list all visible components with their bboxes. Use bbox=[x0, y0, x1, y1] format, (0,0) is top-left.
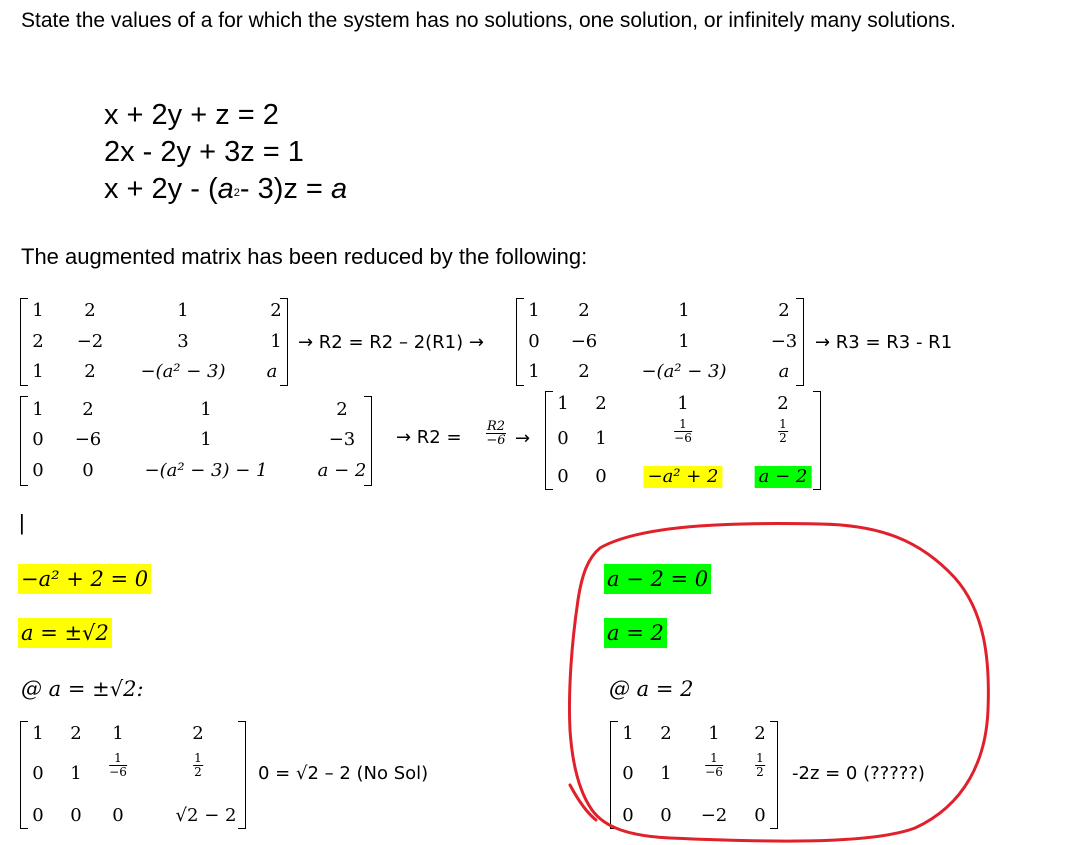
matrix-cell: 0 bbox=[112, 805, 124, 826]
row-operation-2: → R3 = R3 - R1 bbox=[815, 332, 953, 353]
matrix-cell: 0 bbox=[622, 763, 634, 784]
red-loop-path bbox=[569, 523, 988, 841]
matrix-cell: 1 bbox=[32, 399, 44, 420]
matrix-cell: −2 bbox=[76, 331, 104, 352]
matrix-cell: −(a² − 3) bbox=[641, 361, 727, 382]
matrix-cell: 1 bbox=[528, 361, 540, 382]
row-operation-1: → R2 = R2 – 2(R1) → bbox=[298, 332, 484, 353]
matrix-cell: a bbox=[266, 361, 278, 382]
matrix-cell: a − 2 bbox=[317, 460, 367, 481]
matrix-cell: 3 bbox=[177, 331, 189, 352]
matrix-cell: 0 bbox=[660, 805, 672, 826]
row-operation-3-prefix: → R2 = bbox=[396, 427, 462, 448]
matrix-cell: 1 bbox=[200, 399, 212, 420]
matrix-cell: 0 bbox=[528, 331, 540, 352]
matrix-cell: 2 bbox=[578, 361, 590, 382]
matrix-cell: 2 bbox=[660, 723, 672, 744]
matrix-cell: 0 bbox=[70, 805, 82, 826]
matrix-cell: −2 bbox=[700, 805, 728, 826]
fraction-denominator: −6 bbox=[486, 433, 506, 448]
matrix-cell: 2 bbox=[777, 393, 789, 414]
matrix-cell: 2 bbox=[32, 331, 44, 352]
matrix-cell: a bbox=[778, 361, 790, 382]
highlighted-coefficient: −a² + 2 bbox=[643, 466, 722, 488]
matrix-cell: 1 bbox=[678, 300, 690, 321]
left-condition-label: @ a = ±√2: bbox=[21, 677, 144, 701]
matrix-cell: 1 bbox=[70, 763, 82, 784]
eq3-rhs: a bbox=[330, 173, 348, 205]
right-equation-2: a = 2 bbox=[604, 618, 667, 648]
matrix-cell: 1 bbox=[557, 393, 569, 414]
eq3-a: a bbox=[217, 173, 234, 205]
matrix-cell: 1 bbox=[200, 429, 212, 450]
question-text: State the values of a for which the system has no solutions, one solution, or infinitely many solutions. bbox=[21, 9, 957, 32]
matrix-cell: 1 bbox=[32, 300, 44, 321]
fraction-numerator: 1 bbox=[705, 752, 723, 766]
matrix-cell: 2 bbox=[84, 361, 96, 382]
matrix-cell: 1 bbox=[622, 723, 634, 744]
right-conclusion: -2z = 0 (?????) bbox=[792, 763, 925, 784]
matrix-cell: −3 bbox=[328, 429, 356, 450]
right-condition-label: @ a = 2 bbox=[609, 677, 694, 701]
matrix-cell: 0 bbox=[32, 805, 44, 826]
matrix-cell: 2 bbox=[70, 723, 82, 744]
eq3-suffix: - 3)z = bbox=[239, 173, 331, 205]
matrix-cell: 0 bbox=[32, 429, 44, 450]
matrix-cell: 2 bbox=[192, 723, 204, 744]
fraction-numerator: 1 bbox=[756, 751, 764, 765]
matrix-cell: 0 bbox=[557, 428, 569, 449]
matrix-cell: 1 bbox=[528, 300, 540, 321]
matrix-cell: 2 bbox=[595, 393, 607, 414]
matrix-cell: 0 bbox=[557, 466, 569, 487]
matrix-cell: 2 bbox=[84, 300, 96, 321]
fraction-denominator: −6 bbox=[705, 765, 723, 779]
fraction-denominator: −6 bbox=[109, 765, 127, 779]
matrix-cell: 1 bbox=[270, 331, 282, 352]
matrix-cell: 2 bbox=[778, 300, 790, 321]
left-equation-1: −a² + 2 = 0 bbox=[18, 564, 151, 594]
matrix-cell: 0 bbox=[622, 805, 634, 826]
matrix-cell: 1 bbox=[677, 393, 689, 414]
left-equation-2: a = ±√2 bbox=[18, 618, 112, 648]
reduction-intro: The augmented matrix has been reduced by the following: bbox=[21, 244, 588, 269]
matrix-cell: −3 bbox=[770, 331, 798, 352]
matrix-cell: 1 bbox=[32, 361, 44, 382]
matrix-cell: 0 bbox=[82, 460, 94, 481]
system-equation-1: x + 2y + z = 2 bbox=[104, 99, 279, 131]
matrix-cell: −6 bbox=[74, 429, 102, 450]
system-equation-2: 2x - 2y + 3z = 1 bbox=[104, 136, 304, 168]
highlighted-constant: a − 2 bbox=[755, 466, 812, 488]
matrix-cell: 1 bbox=[177, 300, 189, 321]
matrix-cell: 1 bbox=[708, 723, 720, 744]
fraction-denominator: 2 bbox=[194, 765, 202, 779]
matrix-cell: 0 bbox=[754, 805, 766, 826]
matrix-cell: 1 bbox=[660, 763, 672, 784]
matrix-cell: 2 bbox=[82, 399, 94, 420]
matrix-cell: 2 bbox=[336, 399, 348, 420]
row-operation-3-arrow: → bbox=[515, 428, 531, 449]
matrix-cell: −(a² − 3) bbox=[140, 361, 226, 382]
fraction-numerator: 1 bbox=[674, 418, 692, 432]
fraction-denominator: −6 bbox=[674, 431, 692, 445]
matrix-cell: 2 bbox=[754, 723, 766, 744]
matrix-cell: 0 bbox=[32, 460, 44, 481]
eq3-exponent: 2 bbox=[233, 187, 240, 199]
text-cursor: | bbox=[19, 510, 25, 535]
matrix-cell: 2 bbox=[578, 300, 590, 321]
fraction-denominator: 2 bbox=[779, 431, 787, 445]
matrix-cell: 1 bbox=[32, 723, 44, 744]
right-equation-1: a − 2 = 0 bbox=[604, 564, 711, 594]
fraction-numerator: 1 bbox=[779, 417, 787, 431]
matrix-cell: 0 bbox=[595, 466, 607, 487]
fraction-numerator: 1 bbox=[109, 752, 127, 766]
matrix-cell: 1 bbox=[678, 331, 690, 352]
fraction-numerator: 1 bbox=[194, 751, 202, 765]
matrix-cell: 1 bbox=[112, 723, 124, 744]
matrix-cell: 2 bbox=[270, 300, 282, 321]
matrix-cell: 0 bbox=[32, 763, 44, 784]
matrix-cell: −6 bbox=[570, 331, 598, 352]
eq3-prefix: x + 2y - ( bbox=[104, 173, 218, 205]
matrix-cell: −(a² − 3) − 1 bbox=[144, 460, 268, 481]
matrix-cell: √2 − 2 bbox=[175, 805, 237, 826]
left-conclusion: 0 = √2 – 2 (No Sol) bbox=[258, 763, 429, 784]
matrix-cell: 1 bbox=[595, 428, 607, 449]
fraction-denominator: 2 bbox=[756, 765, 764, 779]
fraction-numerator: R2 bbox=[486, 419, 506, 434]
